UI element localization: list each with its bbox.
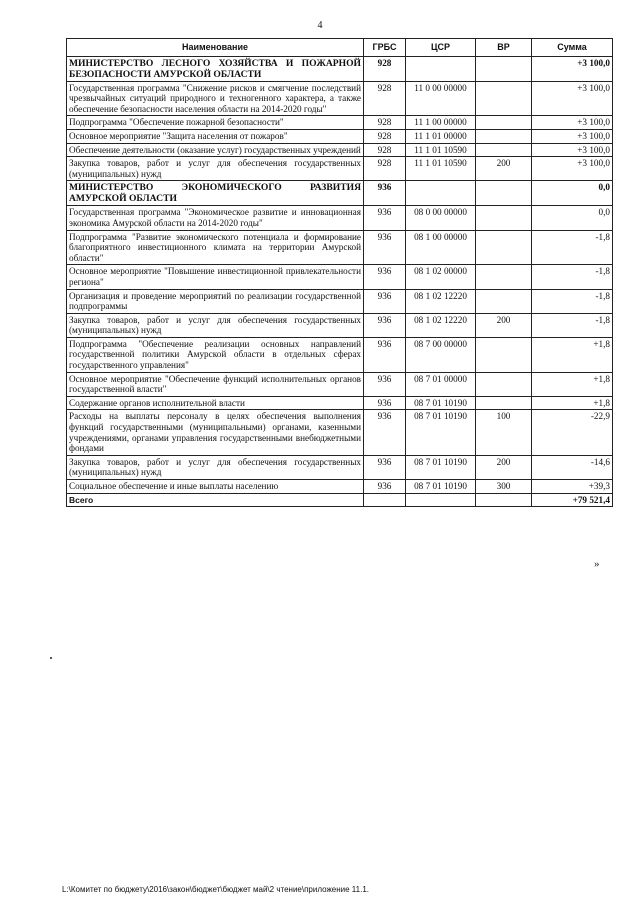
cell-grbs: 936: [364, 230, 406, 265]
cell-vr: [476, 230, 532, 265]
cell-vr: 200: [476, 157, 532, 181]
table-row: [67, 289, 613, 313]
cell-csr: 08 7 01 00000: [406, 372, 476, 396]
header-csr: ЦСР: [406, 39, 476, 57]
table-row: [67, 129, 613, 143]
cell-sum: -1,8: [532, 265, 613, 289]
ministry-row: [67, 56, 613, 81]
table-row: [67, 313, 613, 337]
cell-csr: 08 1 00 00000: [406, 230, 476, 265]
scan-dot: [50, 657, 52, 659]
cell-sum: +1,8: [532, 396, 613, 410]
table-row: [67, 157, 613, 181]
footer-file-path: L:\Комитет по бюджету\2016\закон\бюджет\бюджет май\2 чтение\приложение 11.1.: [62, 885, 370, 894]
cell-vr: 200: [476, 313, 532, 337]
cell-csr: 08 7 01 10190: [406, 396, 476, 410]
cell-vr: [476, 265, 532, 289]
cell-name: Организация и проведение мероприятий по реализации государственной подпрограммы: [67, 289, 364, 313]
cell-name: Социальное обеспечение и иные выплаты населению: [67, 480, 364, 494]
cell-csr: 08 1 02 12220: [406, 313, 476, 337]
cell-grbs: 936: [364, 206, 406, 230]
cell-csr: 11 1 01 10590: [406, 157, 476, 181]
cell-vr: [476, 129, 532, 143]
cell-csr: 11 0 00 00000: [406, 81, 476, 116]
cell-csr: 08 7 01 10190: [406, 410, 476, 455]
cell-sum: +3 100,0: [532, 129, 613, 143]
cell-grbs: 936: [364, 265, 406, 289]
cell-grbs: 928: [364, 143, 406, 157]
cell-name: Основное мероприятие "Повышение инвестиционной привлекательности региона": [67, 265, 364, 289]
cell-sum: -1,8: [532, 289, 613, 313]
cell-vr: [476, 206, 532, 230]
cell-vr: 300: [476, 480, 532, 494]
table-row: [67, 206, 613, 230]
cell-name: Закупка товаров, работ и услуг для обеспечения государственных (муниципальных) нужд: [67, 455, 364, 479]
cell-grbs: 936: [364, 410, 406, 455]
table-row: [67, 116, 613, 130]
cell-name: Закупка товаров, работ и услуг для обеспечения государственных (муниципальных) нужд: [67, 157, 364, 181]
cell-csr: [406, 56, 476, 81]
cell-sum: -1,8: [532, 230, 613, 265]
cell-grbs: 936: [364, 337, 406, 372]
cell-vr: [476, 337, 532, 372]
cell-name: Государственная программа "Снижение рисков и смягчение последствий чрезвычайных ситуаций природного и техногенного характера, а также обеспечение безопасности населения области на 2014-2020 годы": [67, 81, 364, 116]
table-row: [67, 230, 613, 265]
cell-grbs: 928: [364, 129, 406, 143]
table-body: [67, 56, 613, 507]
cell-csr: [406, 493, 476, 507]
cell-name: Обеспечение деятельности (оказание услуг) государственных учреждений: [67, 143, 364, 157]
cell-grbs: 928: [364, 56, 406, 81]
cell-sum: -14,6: [532, 455, 613, 479]
cell-sum: 0,0: [532, 181, 613, 206]
table-row: [67, 372, 613, 396]
cell-name: Подпрограмма "Обеспечение реализации основных направлений государственной политики Амурской области в отдельных сферах государственного управления": [67, 337, 364, 372]
cell-grbs: 936: [364, 396, 406, 410]
cell-csr: 11 1 01 00000: [406, 129, 476, 143]
table-row: [67, 143, 613, 157]
cell-name: Всего: [67, 493, 364, 507]
cell-csr: 11 1 00 00000: [406, 116, 476, 130]
table-row: [67, 410, 613, 455]
cell-name: Основное мероприятие "Защита населения от пожаров": [67, 129, 364, 143]
cell-csr: 08 1 02 12220: [406, 289, 476, 313]
closing-quote: »: [594, 558, 600, 570]
cell-name: Подпрограмма "Обеспечение пожарной безопасности": [67, 116, 364, 130]
cell-csr: 08 7 01 10190: [406, 455, 476, 479]
cell-sum: +3 100,0: [532, 56, 613, 81]
table-row: [67, 337, 613, 372]
cell-vr: [476, 56, 532, 81]
cell-sum: +3 100,0: [532, 116, 613, 130]
table-header-row: [67, 39, 613, 57]
cell-name: Основное мероприятие "Обеспечение функций исполнительных органов государственной власти": [67, 372, 364, 396]
cell-name: Государственная программа "Экономическое развитие и инновационная экономика Амурской области на 2014-2020 годы": [67, 206, 364, 230]
cell-sum: +3 100,0: [532, 143, 613, 157]
table-row: [67, 81, 613, 116]
page-number: 4: [317, 20, 323, 31]
cell-sum: +3 100,0: [532, 81, 613, 116]
cell-vr: [476, 116, 532, 130]
cell-grbs: 928: [364, 81, 406, 116]
cell-csr: [406, 181, 476, 206]
cell-grbs: 928: [364, 157, 406, 181]
cell-name: Расходы на выплаты персоналу в целях обеспечения выполнения функций государственными (муниципальными) органами, казенными учреждениями, органами управления государственными внебюджетными фондами: [67, 410, 364, 455]
cell-vr: 100: [476, 410, 532, 455]
cell-name: Содержание органов исполнительной власти: [67, 396, 364, 410]
cell-vr: [476, 372, 532, 396]
cell-grbs: 936: [364, 372, 406, 396]
header-grbs: ГРБС: [364, 39, 406, 57]
cell-sum: -22,9: [532, 410, 613, 455]
cell-vr: [476, 396, 532, 410]
table-row: [67, 455, 613, 479]
cell-grbs: 936: [364, 289, 406, 313]
cell-vr: [476, 493, 532, 507]
cell-sum: +1,8: [532, 337, 613, 372]
header-name: Наименование: [67, 39, 364, 57]
cell-name: МИНИСТЕРСТВО ЛЕСНОГО ХОЗЯЙСТВА И ПОЖАРНОЙ БЕЗОПАСНОСТИ АМУРСКОЙ ОБЛАСТИ: [67, 56, 364, 81]
cell-csr: 11 1 01 10590: [406, 143, 476, 157]
cell-sum: -1,8: [532, 313, 613, 337]
cell-csr: 08 0 00 00000: [406, 206, 476, 230]
cell-name: Закупка товаров, работ и услуг для обеспечения государственных (муниципальных) нужд: [67, 313, 364, 337]
cell-csr: 08 7 01 10190: [406, 480, 476, 494]
cell-grbs: 936: [364, 455, 406, 479]
cell-vr: [476, 181, 532, 206]
cell-sum: +79 521,4: [532, 493, 613, 507]
cell-sum: 0,0: [532, 206, 613, 230]
ministry-row: [67, 181, 613, 206]
cell-grbs: 936: [364, 181, 406, 206]
cell-grbs: 936: [364, 480, 406, 494]
cell-csr: 08 1 02 00000: [406, 265, 476, 289]
cell-vr: [476, 143, 532, 157]
cell-vr: [476, 289, 532, 313]
cell-grbs: 928: [364, 116, 406, 130]
cell-grbs: 936: [364, 313, 406, 337]
header-sum: Сумма: [532, 39, 613, 57]
cell-sum: +3 100,0: [532, 157, 613, 181]
total-row: [67, 493, 613, 507]
cell-sum: +1,8: [532, 372, 613, 396]
table-row: [67, 396, 613, 410]
cell-vr: [476, 81, 532, 116]
cell-name: МИНИСТЕРСТВО ЭКОНОМИЧЕСКОГО РАЗВИТИЯ АМУРСКОЙ ОБЛАСТИ: [67, 181, 364, 206]
cell-name: Подпрограмма "Развитие экономического потенциала и формирование благоприятного инвестиционного климата на территории Амурской области": [67, 230, 364, 265]
cell-grbs: [364, 493, 406, 507]
budget-table: [66, 38, 613, 507]
table-row: [67, 265, 613, 289]
cell-sum: +39,3: [532, 480, 613, 494]
header-vr: ВР: [476, 39, 532, 57]
cell-csr: 08 7 00 00000: [406, 337, 476, 372]
cell-vr: 200: [476, 455, 532, 479]
table-row: [67, 480, 613, 494]
